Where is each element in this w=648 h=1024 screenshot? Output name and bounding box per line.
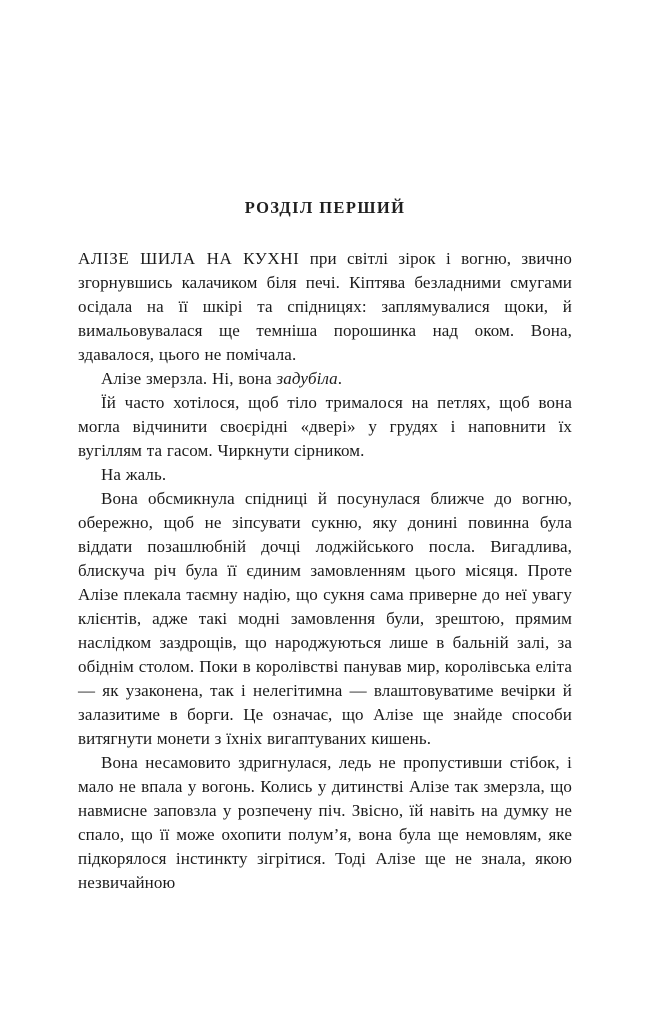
paragraph <box>78 391 572 463</box>
paragraph <box>78 487 572 751</box>
paragraph <box>78 247 572 367</box>
text-run: На жаль. <box>101 465 167 484</box>
italic-run: задубіла <box>276 369 338 388</box>
text-run: при світлі зірок і вогню, звично згорнувшись калачиком біля печі. Кіптява безладними смугами осідала на її шкірі та спідницях: заплямувалися щоки, й вимальовувалася ще темніша порошинка над оком. Вона, здавалося, цього не помічала. <box>78 249 572 364</box>
text-run: Їй часто хотілося, щоб тіло трималося на петлях, щоб вона могла відчинити своєрідні «двері» у грудях і наповнити їх вугіллям та гасом. Чиркнути сірником. <box>78 393 572 460</box>
chapter-heading: РОЗДІЛ ПЕРШИЙ <box>244 198 406 217</box>
text-run: Вона обсмикнула спідниці й посунулася ближче до вогню, обережно, щоб не зіпсувати сукню, яку донині повинна була віддати позашлюбній дочці лоджійського посла. Вигадлива, блискуча річ була її єдиним замовленням цього місяця. Проте Алізе плекала таємну надію, що сукня сама приверне до неї увагу клієнтів, адже такі модні замовлення були, зрештою, прямим наслідком заздрощів, що народжуються лише в бальній залі, за обіднім столом. Поки в королівстві панував мир, королівська еліта — як узаконена, так і нелегітимна — влаштовуватиме вечірки й залазитиме в борги. Це означає, що Алізе ще знайде способи витягнути монети з їхніх вигаптуваних кишень. <box>78 489 572 748</box>
paragraph <box>78 367 572 391</box>
paragraph <box>78 751 572 895</box>
paragraph <box>78 463 572 487</box>
text-run: . <box>337 369 343 388</box>
body-text <box>78 247 572 895</box>
text-run: Вона несамовито здригнулася, ледь не пропустивши стібок, і мало не впала у вогонь. Колись у дитинстві Алізе так змерзла, що навмисне заповзла у розпечену піч. Звісно, їй навіть на думку не спало, що її може охопити полум’я, вона була ще немовлям, яке підкорялося інстинкту зігрітися. Тоді Алізе ще не знала, якою незвичайною <box>78 753 572 892</box>
lead-caps-run: АЛІЗЕ ШИЛА НА КУХНІ <box>78 249 300 268</box>
text-run: Алізе змерзла. Ні, вона <box>101 369 277 388</box>
